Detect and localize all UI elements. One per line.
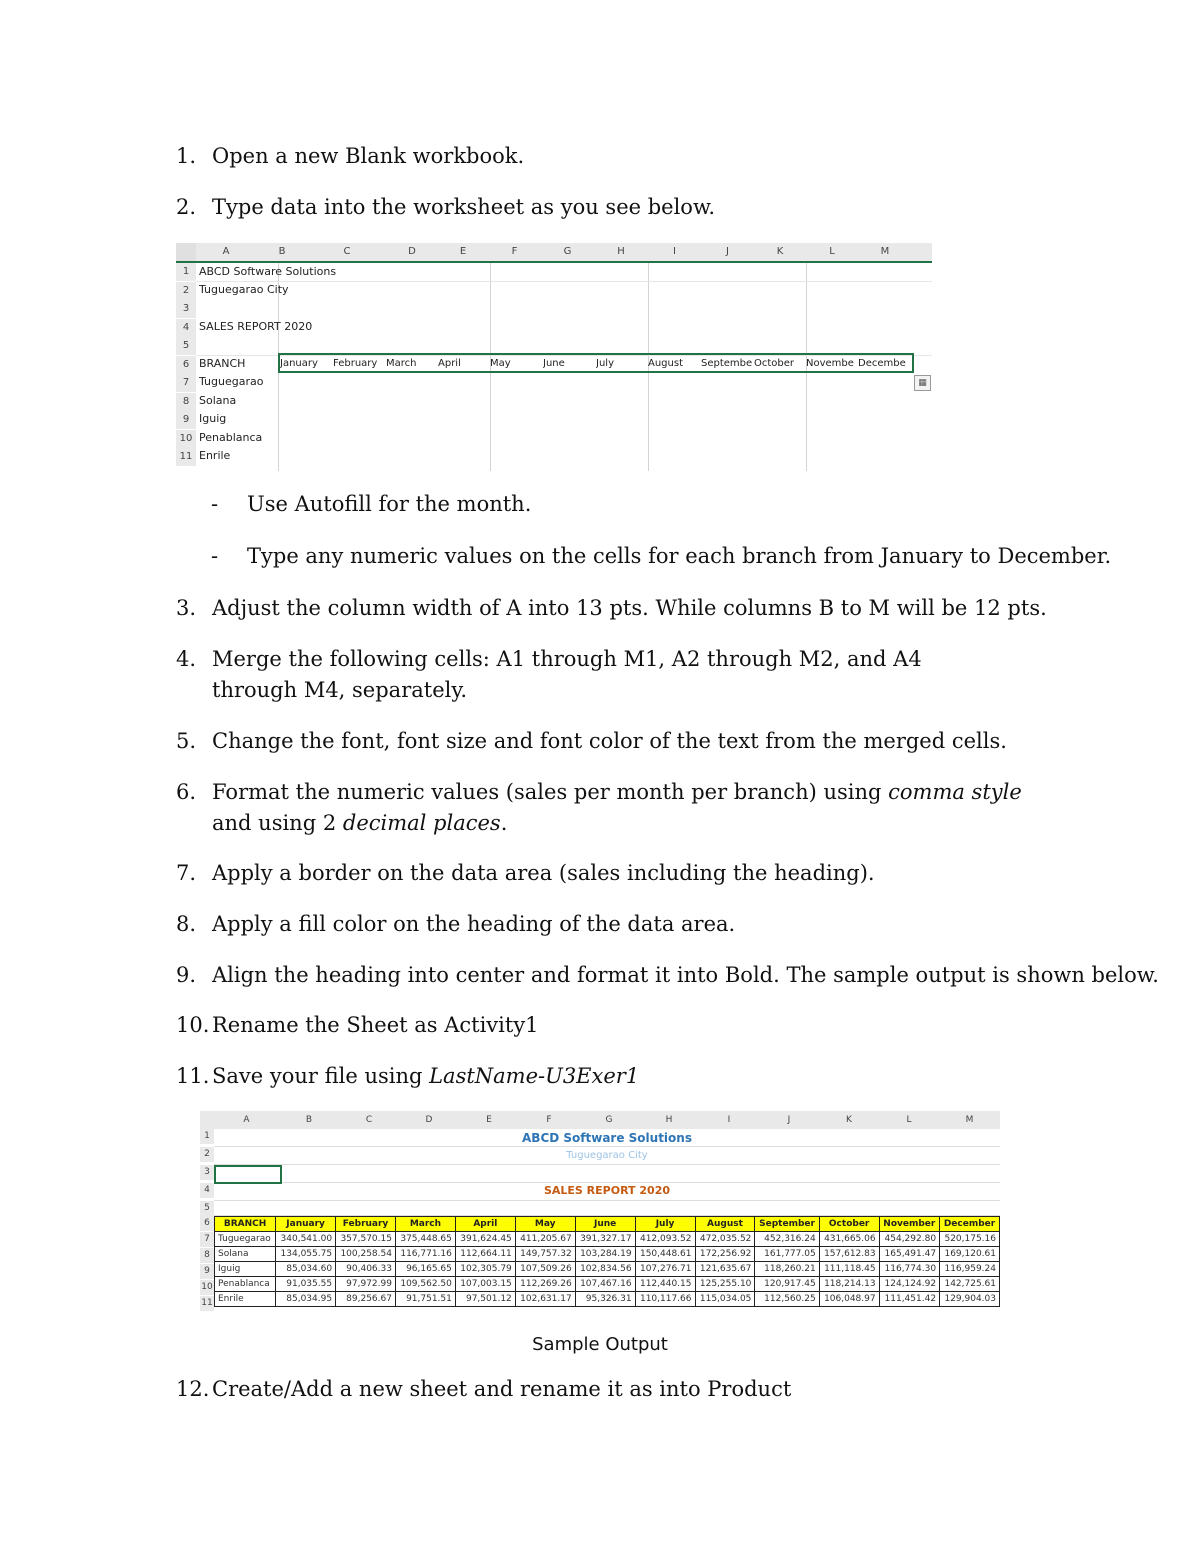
sales-value-cell: 412,093.52 xyxy=(635,1232,695,1247)
column-header-j[interactable]: J xyxy=(726,246,729,257)
sales-value-cell: 112,560.25 xyxy=(755,1292,819,1307)
month-cell: Decembe xyxy=(858,358,906,369)
cell-a2: Tuguegarao City xyxy=(199,283,289,296)
step-text: Align the heading into center and format it into Bold. The sample output is shown below. xyxy=(212,963,1159,987)
emphasis-filename: LastName-U3Exer1 xyxy=(429,1064,640,1088)
column-header-l[interactable]: L xyxy=(906,1115,912,1125)
column-header-a[interactable]: A xyxy=(222,246,230,257)
step-number: 7. xyxy=(176,861,197,885)
branch-cell: Solana xyxy=(199,393,237,407)
row-header-2[interactable]: 2 xyxy=(176,282,196,300)
column-header-g[interactable]: G xyxy=(563,246,572,257)
month-cell: February xyxy=(333,358,378,369)
step-6 xyxy=(176,777,1076,839)
sales-value-cell: 116,774.30 xyxy=(879,1262,939,1277)
branch-cell: Tuguegarao xyxy=(215,1232,276,1247)
row-header-4[interactable]: 4 xyxy=(176,319,196,337)
sales-value-cell: 90,406.33 xyxy=(336,1262,396,1277)
sales-value-cell: 134,055.75 xyxy=(276,1247,336,1262)
table-row xyxy=(215,1292,1000,1307)
sales-value-cell: 91,751.51 xyxy=(395,1292,455,1307)
row-header-4[interactable]: 4 xyxy=(200,1183,214,1198)
sales-value-cell: 109,562.50 xyxy=(395,1277,455,1292)
sales-value-cell: 112,269.26 xyxy=(515,1277,575,1292)
column-header-a[interactable]: A xyxy=(243,1115,250,1125)
step-9 xyxy=(176,960,1159,991)
step-number: 4. xyxy=(176,647,197,671)
table-header-cell: August xyxy=(695,1217,755,1232)
sales-value-cell: 149,757.32 xyxy=(515,1247,575,1262)
column-header-d[interactable]: D xyxy=(425,1115,433,1125)
sales-value-cell: 454,292.80 xyxy=(879,1232,939,1247)
step-text: Adjust the column width of A into 13 pts. While columns B to M will be 12 pts. xyxy=(212,596,1047,620)
sales-value-cell: 112,440.15 xyxy=(635,1277,695,1292)
month-cell: October xyxy=(754,358,795,369)
table-row xyxy=(215,1262,1000,1277)
grid-row xyxy=(214,1165,1000,1183)
step-number: 1. xyxy=(176,144,197,168)
step-text-part: . xyxy=(500,811,508,835)
sales-value-cell: 125,255.10 xyxy=(695,1277,755,1292)
row-header-11[interactable]: 11 xyxy=(176,448,196,466)
row-header-3[interactable]: 3 xyxy=(176,300,196,318)
sales-value-cell: 97,501.12 xyxy=(455,1292,515,1307)
month-cell: June xyxy=(543,358,565,369)
branch-cell: Enrile xyxy=(215,1292,276,1307)
branch-cell: Iguig xyxy=(199,412,227,425)
row-header-6[interactable]: 6 xyxy=(200,1216,214,1231)
row-header-5[interactable]: 5 xyxy=(176,337,196,355)
step-10 xyxy=(176,1010,1076,1041)
sales-value-cell: 102,834.56 xyxy=(575,1262,635,1277)
figure-caption: Sample Output xyxy=(532,1334,668,1355)
row-header-10[interactable]: 10 xyxy=(176,430,196,448)
sales-value-cell: 121,635.67 xyxy=(695,1262,755,1277)
emphasis-comma-style: comma style xyxy=(888,780,1022,804)
table-header-cell: April xyxy=(455,1217,515,1232)
column-header-i[interactable]: I xyxy=(673,246,676,257)
sales-value-cell: 391,327.17 xyxy=(575,1232,635,1247)
sub-item-text: Type any numeric values on the cells for each branch from January to December. xyxy=(247,544,1112,568)
table-header-cell: September xyxy=(755,1217,819,1232)
dash: - xyxy=(211,492,219,516)
step-12 xyxy=(176,1374,1076,1405)
step-text: Open a new Blank workbook. xyxy=(212,144,525,168)
sales-value-cell: 112,664.11 xyxy=(455,1247,515,1262)
step-text: Change the font, font size and font color of the text from the merged cells. xyxy=(212,729,1007,753)
sales-value-cell: 124,124.92 xyxy=(879,1277,939,1292)
table-header-cell: March xyxy=(395,1217,455,1232)
sales-value-cell: 85,034.95 xyxy=(276,1292,336,1307)
table-row xyxy=(215,1277,1000,1292)
row-header-5[interactable]: 5 xyxy=(200,1201,214,1216)
sales-value-cell: 91,035.55 xyxy=(276,1277,336,1292)
sales-value-cell: 472,035.52 xyxy=(695,1232,755,1247)
column-header-f[interactable]: F xyxy=(546,1115,552,1125)
column-header-h[interactable]: H xyxy=(665,1115,673,1125)
row-header-8[interactable]: 8 xyxy=(176,393,196,411)
step-text: Apply a border on the data area (sales including the heading). xyxy=(212,861,875,885)
column-header-k[interactable]: K xyxy=(846,1115,852,1125)
column-header-c[interactable]: C xyxy=(365,1115,373,1125)
step-text-part: Save your file using xyxy=(212,1064,430,1088)
row-header-2[interactable]: 2 xyxy=(200,1147,214,1162)
column-header-k[interactable]: K xyxy=(776,246,784,257)
merged-report-title: SALES REPORT 2020 xyxy=(543,1184,671,1197)
column-header-e[interactable]: E xyxy=(486,1115,492,1125)
sales-value-cell: 100,258.54 xyxy=(336,1247,396,1262)
sales-value-cell: 102,631.17 xyxy=(515,1292,575,1307)
step-number: 8. xyxy=(176,912,197,936)
table-row xyxy=(215,1247,1000,1262)
cell-a6: BRANCH xyxy=(199,357,246,370)
step-5 xyxy=(176,726,1076,757)
sales-value-cell: 95,326.31 xyxy=(575,1292,635,1307)
step-number: 11. xyxy=(176,1064,210,1088)
emphasis-decimal-places: decimal places xyxy=(342,811,501,835)
sales-value-cell: 85,034.60 xyxy=(276,1262,336,1277)
step-text-part: and using 2 xyxy=(212,811,343,835)
step-number: 10. xyxy=(176,1013,210,1037)
merged-title: ABCD Software Solutions xyxy=(522,1131,692,1145)
step-7 xyxy=(176,858,1076,889)
row-header-11[interactable]: 11 xyxy=(200,1296,214,1311)
sales-value-cell: 161,777.05 xyxy=(755,1247,819,1262)
step-number: 5. xyxy=(176,729,197,753)
sub-item-numeric xyxy=(211,541,1111,572)
sales-value-cell: 102,305.79 xyxy=(455,1262,515,1277)
table-header-cell: July xyxy=(635,1217,695,1232)
sales-value-cell: 169,120.61 xyxy=(940,1247,1000,1262)
sales-value-cell: 452,316.24 xyxy=(755,1232,819,1247)
dash: - xyxy=(211,544,219,568)
sales-value-cell: 118,260.21 xyxy=(755,1262,819,1277)
row-header-1[interactable]: 1 xyxy=(176,263,196,281)
sales-value-cell: 96,165.65 xyxy=(395,1262,455,1277)
table-header-cell: June xyxy=(575,1217,635,1232)
sales-value-cell: 165,491.47 xyxy=(879,1247,939,1262)
table-header-cell: BRANCH xyxy=(215,1217,276,1232)
step-text: Merge the following cells: A1 through M1, A2 through M2, and A4 through M4, separately. xyxy=(212,647,922,702)
sales-value-cell: 120,917.45 xyxy=(755,1277,819,1292)
sales-value-cell: 375,448.65 xyxy=(395,1232,455,1247)
sales-value-cell: 103,284.19 xyxy=(575,1247,635,1262)
column-header-d[interactable]: D xyxy=(408,246,416,257)
column-header-i[interactable]: I xyxy=(727,1115,731,1125)
sales-value-cell: 172,256.92 xyxy=(695,1247,755,1262)
month-cell: July xyxy=(596,358,614,369)
row-header-6[interactable]: 6 xyxy=(176,356,196,374)
sales-value-cell: 97,972.99 xyxy=(336,1277,396,1292)
step-1 xyxy=(176,141,1076,172)
column-header-b[interactable]: B xyxy=(305,1115,313,1125)
step-text xyxy=(212,1061,639,1092)
sales-value-cell: 116,771.16 xyxy=(395,1247,455,1262)
month-cell: August xyxy=(648,358,683,369)
column-header-e[interactable]: E xyxy=(459,246,467,257)
step-number: 2. xyxy=(176,195,197,219)
step-2 xyxy=(176,192,1076,223)
column-header-h[interactable]: H xyxy=(617,246,625,257)
table-header-cell: October xyxy=(819,1217,879,1232)
month-cell: April xyxy=(438,358,461,369)
sales-value-cell: 107,276.71 xyxy=(635,1262,695,1277)
step-text: Rename the Sheet as Activity1 xyxy=(212,1013,539,1037)
sales-value-cell: 157,612.83 xyxy=(819,1247,879,1262)
sales-value-cell: 118,214.13 xyxy=(819,1277,879,1292)
sales-value-cell: 111,118.45 xyxy=(819,1262,879,1277)
branch-cell: Penablanca xyxy=(215,1277,276,1292)
step-11 xyxy=(176,1061,1076,1092)
month-cell: March xyxy=(386,358,417,369)
column-header-m[interactable]: M xyxy=(880,246,890,257)
branch-cell: Tuguegarao xyxy=(199,375,264,388)
row-header-3[interactable]: 3 xyxy=(200,1165,214,1180)
cell-a1: ABCD Software Solutions xyxy=(199,265,337,278)
step-number: 12. xyxy=(176,1377,210,1401)
sales-data-table xyxy=(214,1216,1000,1307)
worksheet-screenshot-input xyxy=(176,243,932,471)
table-header-cell: January xyxy=(276,1217,336,1232)
step-3 xyxy=(176,593,1076,624)
row-header-9[interactable]: 9 xyxy=(200,1264,214,1279)
cell-a4: SALES REPORT 2020 xyxy=(199,320,313,333)
step-text: Type data into the worksheet as you see below. xyxy=(212,195,716,219)
branch-cell: Penablanca xyxy=(199,430,263,444)
step-4 xyxy=(176,644,1076,706)
sales-value-cell: 129,904.03 xyxy=(940,1292,1000,1307)
step-text: Apply a fill color on the heading of the data area. xyxy=(212,912,736,936)
step-number: 6. xyxy=(176,780,197,804)
row-header-7[interactable]: 7 xyxy=(176,374,196,392)
sales-value-cell: 391,624.45 xyxy=(455,1232,515,1247)
month-cell: Novembe xyxy=(806,358,854,369)
sales-value-cell: 106,048.97 xyxy=(819,1292,879,1307)
step-text: Create/Add a new sheet and rename it as into Product xyxy=(212,1377,792,1401)
row-header-7[interactable]: 7 xyxy=(200,1232,214,1247)
table-header-cell: December xyxy=(940,1217,1000,1232)
sales-value-cell: 520,175.16 xyxy=(940,1232,1000,1247)
active-cell-a3[interactable] xyxy=(214,1165,282,1184)
column-header-c[interactable]: C xyxy=(343,246,351,257)
step-8 xyxy=(176,909,1076,940)
sub-item-text: Use Autofill for the month. xyxy=(247,492,532,516)
month-cell: Septembe xyxy=(701,358,753,369)
step-number: 9. xyxy=(176,963,197,987)
column-header-j[interactable]: J xyxy=(787,1115,791,1125)
sales-value-cell: 107,509.26 xyxy=(515,1262,575,1277)
step-number: 3. xyxy=(176,596,197,620)
select-all-corner xyxy=(176,243,196,261)
sales-value-cell: 142,725.61 xyxy=(940,1277,1000,1292)
row-header-10[interactable]: 10 xyxy=(200,1280,214,1295)
month-cell: May xyxy=(490,358,511,369)
step-text-part: Format the numeric values (sales per month per branch) using xyxy=(212,780,889,804)
branch-cell: Enrile xyxy=(199,449,231,462)
table-header-cell: February xyxy=(336,1217,396,1232)
sales-value-cell: 150,448.61 xyxy=(635,1247,695,1262)
step-text xyxy=(212,777,1052,839)
table-header-cell: November xyxy=(879,1217,939,1232)
grid-row xyxy=(214,1201,1000,1216)
sales-value-cell: 116,959.24 xyxy=(940,1262,1000,1277)
column-header-g[interactable]: G xyxy=(605,1115,613,1125)
table-header-cell: May xyxy=(515,1217,575,1232)
sales-value-cell: 411,205.67 xyxy=(515,1232,575,1247)
sales-value-cell: 111,451.42 xyxy=(879,1292,939,1307)
sales-value-cell: 340,541.00 xyxy=(276,1232,336,1247)
worksheet-screenshot-sample-output xyxy=(200,1111,1000,1311)
table-row xyxy=(215,1232,1000,1247)
row-header-9[interactable]: 9 xyxy=(176,411,196,429)
column-header-f[interactable]: F xyxy=(511,246,518,257)
sales-value-cell: 431,665.06 xyxy=(819,1232,879,1247)
autofill-options-icon[interactable]: ▦ xyxy=(914,375,931,391)
column-header-m[interactable]: M xyxy=(965,1115,974,1125)
column-header-l[interactable]: L xyxy=(829,246,835,257)
branch-cell: Solana xyxy=(215,1247,276,1262)
column-header-b[interactable]: B xyxy=(278,246,286,257)
sales-value-cell: 89,256.67 xyxy=(336,1292,396,1307)
sales-value-cell: 357,570.15 xyxy=(336,1232,396,1247)
row-header-8[interactable]: 8 xyxy=(200,1248,214,1263)
branch-cell: Iguig xyxy=(215,1262,276,1277)
merged-city: Tuguegarao City xyxy=(566,1150,648,1161)
sales-value-cell: 110,117.66 xyxy=(635,1292,695,1307)
sales-value-cell: 107,467.16 xyxy=(575,1277,635,1292)
sub-item-autofill xyxy=(211,489,1111,520)
row-header-1[interactable]: 1 xyxy=(200,1129,214,1144)
sales-value-cell: 115,034.05 xyxy=(695,1292,755,1307)
sales-value-cell: 107,003.15 xyxy=(455,1277,515,1292)
month-cell: January xyxy=(280,358,318,369)
